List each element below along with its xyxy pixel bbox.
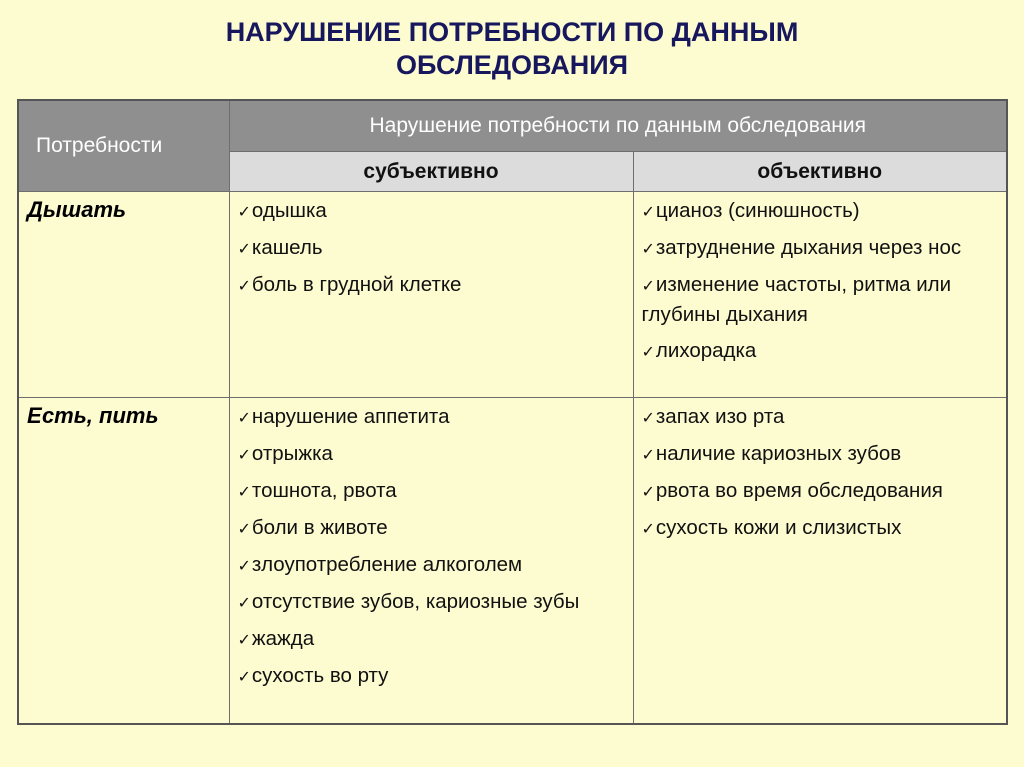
header-needs: Потребности	[18, 100, 229, 192]
list-item: ✓ тошнота, рвота	[238, 476, 629, 506]
subjective-cell	[229, 398, 633, 725]
header-objective: объективно	[633, 152, 1007, 192]
list-item: ✓ боль в грудной клетке	[238, 270, 629, 300]
list-item: ✓ изменение частоты, ритма или глубины дыхания	[642, 270, 1003, 329]
subjective-list	[238, 402, 629, 691]
objective-cell	[633, 192, 1007, 398]
subjective-list	[238, 196, 629, 300]
title-line-2: ОБСЛЕДОВАНИЯ	[395, 50, 629, 80]
table-row	[18, 192, 1007, 398]
objective-list	[642, 402, 1003, 543]
need-cell: Есть, пить	[18, 398, 229, 725]
list-item: ✓ одышка	[238, 196, 629, 226]
list-item: ✓ кашель	[238, 233, 629, 263]
objective-list	[642, 196, 1003, 366]
list-item: ✓ затруднение дыхания через нос	[642, 233, 1003, 263]
header-row	[18, 100, 1007, 152]
needs-table	[17, 99, 1008, 725]
header-violation: Нарушение потребности по данным обследования	[229, 100, 1007, 152]
list-item: ✓ сухость кожи и слизистых	[642, 513, 1003, 543]
table-row	[18, 398, 1007, 725]
list-item: ✓ боли в животе	[238, 513, 629, 543]
list-item: ✓ рвота во время обследования	[642, 476, 1003, 506]
objective-cell	[633, 398, 1007, 725]
list-item: ✓ цианоз (синюшность)	[642, 196, 1003, 226]
header-subjective: субъективно	[229, 152, 633, 192]
list-item: ✓ нарушение аппетита	[238, 402, 629, 432]
list-item: ✓ наличие кариозных зубов	[642, 439, 1003, 469]
need-cell: Дышать	[18, 192, 229, 398]
list-item: ✓ отсутствие зубов, кариозные зубы	[238, 587, 629, 617]
list-item: ✓ сухость во рту	[238, 661, 629, 691]
list-item: ✓ жажда	[238, 624, 629, 654]
list-item: ✓ злоупотребление алкоголем	[238, 550, 629, 580]
list-item: ✓ лихорадка	[642, 336, 1003, 366]
list-item: ✓ запах изо рта	[642, 402, 1003, 432]
subjective-cell	[229, 192, 633, 398]
title-line-1: НАРУШЕНИЕ ПОТРЕБНОСТИ ПО ДАННЫМ	[225, 17, 799, 47]
list-item: ✓ отрыжка	[238, 439, 629, 469]
page-title	[0, 16, 1024, 82]
